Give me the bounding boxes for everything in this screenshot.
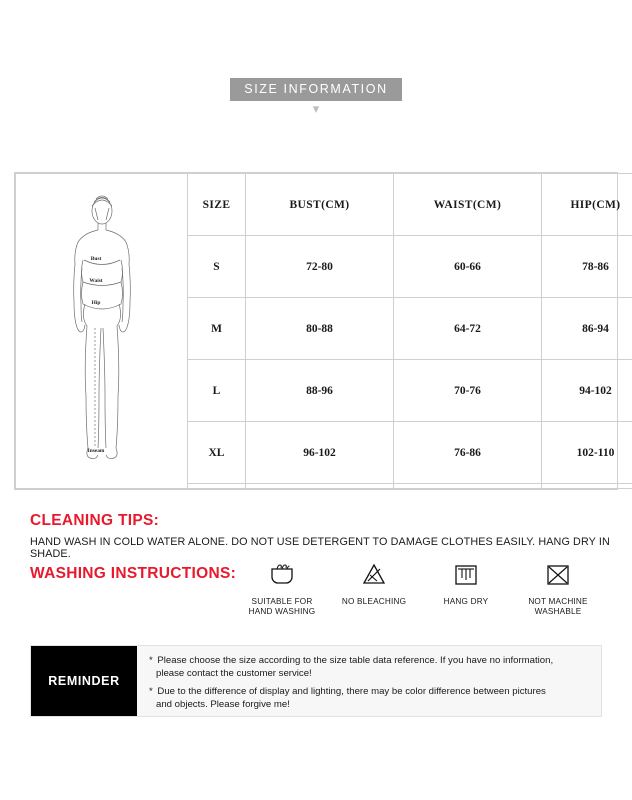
reminder-line-2b: and objects. Please forgive me! [156, 698, 290, 710]
cell-bust: 80-88 [246, 298, 394, 360]
wash-item-not-machine-washable [512, 560, 604, 617]
cell-hip: 94-102 [542, 360, 632, 422]
washing-icon-row [236, 560, 606, 617]
wash-label-line2: HAND WASHING [248, 607, 316, 616]
size-table [15, 173, 632, 489]
cell-waist: 70-76 [394, 360, 542, 422]
wash-label-line1: SUITABLE FOR [251, 597, 313, 606]
cell-bust: 96-102 [246, 422, 394, 484]
wash-label [328, 597, 420, 607]
cleaning-tips-title: CLEANING TIPS: [30, 512, 160, 529]
svg-text:Bust: Bust [90, 256, 102, 262]
svg-text:Hip: Hip [91, 300, 101, 306]
wash-label-line1: HANG DRY [443, 597, 489, 606]
cell-size [188, 484, 246, 489]
female-body-diagram [16, 178, 188, 488]
no-machine-wash-icon [512, 560, 604, 590]
reminder-line-2a: Due to the difference of display and lighting, there may be color difference between pictures [157, 686, 546, 697]
reminder-line-1a: Please choose the size according to the size table data reference. If you have no information, [157, 655, 554, 666]
size-information-banner [0, 78, 632, 101]
cell-size: S [188, 236, 246, 298]
wash-label [420, 597, 512, 607]
reminder-body [137, 646, 601, 716]
cell-bust: 88-96 [246, 360, 394, 422]
cell-bust: 72-80 [246, 236, 394, 298]
cleaning-tips-text: HAND WASH IN COLD WATER ALONE. DO NOT USE DETERGENT TO DAMAGE CLOTHES EASILY. HANG DRY IN SHADE. [30, 536, 610, 560]
cell-waist [394, 484, 542, 489]
cell-waist: 60-66 [394, 236, 542, 298]
wash-item-no-bleaching [328, 560, 420, 617]
wash-item-hang-dry [420, 560, 512, 617]
cell-hip: 86-94 [542, 298, 632, 360]
cell-size: L [188, 360, 246, 422]
size-table-container [14, 172, 621, 490]
body-measurement-figure [16, 174, 188, 489]
cell-size: XL [188, 422, 246, 484]
wash-label [512, 597, 604, 617]
reminder-line-1 [149, 655, 591, 680]
cell-hip [542, 484, 632, 489]
wash-label [236, 597, 328, 617]
bullet-marker: * [149, 655, 153, 666]
hand-wash-icon [236, 560, 328, 590]
hang-dry-icon [420, 560, 512, 590]
cell-waist: 76-86 [394, 422, 542, 484]
wash-item-hand-washing [236, 560, 328, 617]
no-bleach-icon [328, 560, 420, 590]
reminder-block [30, 645, 602, 717]
chevron-down-icon: ▾ [312, 101, 320, 116]
bullet-marker: * [149, 686, 153, 697]
col-header-size: SIZE [188, 174, 246, 236]
col-header-hip: HIP(CM) [542, 174, 632, 236]
col-header-bust: BUST(CM) [246, 174, 394, 236]
cell-size: M [188, 298, 246, 360]
cell-hip: 78-86 [542, 236, 632, 298]
cell-bust [246, 484, 394, 489]
wash-label-line1: NOT MACHINE [528, 597, 588, 606]
banner-title: SIZE INFORMATION [230, 78, 401, 101]
reminder-line-1b: please contact the customer service! [156, 667, 312, 679]
wash-label-line1: NO BLEACHING [341, 597, 407, 606]
cell-hip: 102-110 [542, 422, 632, 484]
col-header-waist: WAIST(CM) [394, 174, 542, 236]
reminder-line-2 [149, 686, 591, 711]
reminder-tag: REMINDER [31, 646, 137, 716]
cell-waist: 64-72 [394, 298, 542, 360]
svg-text:Inseam: Inseam [87, 448, 105, 454]
wash-label-line2: WASHABLE [534, 607, 582, 616]
svg-text:Waist: Waist [89, 278, 103, 284]
washing-instructions-title: WASHING INSTRUCTIONS: [30, 565, 237, 582]
table-header-row [16, 174, 632, 236]
